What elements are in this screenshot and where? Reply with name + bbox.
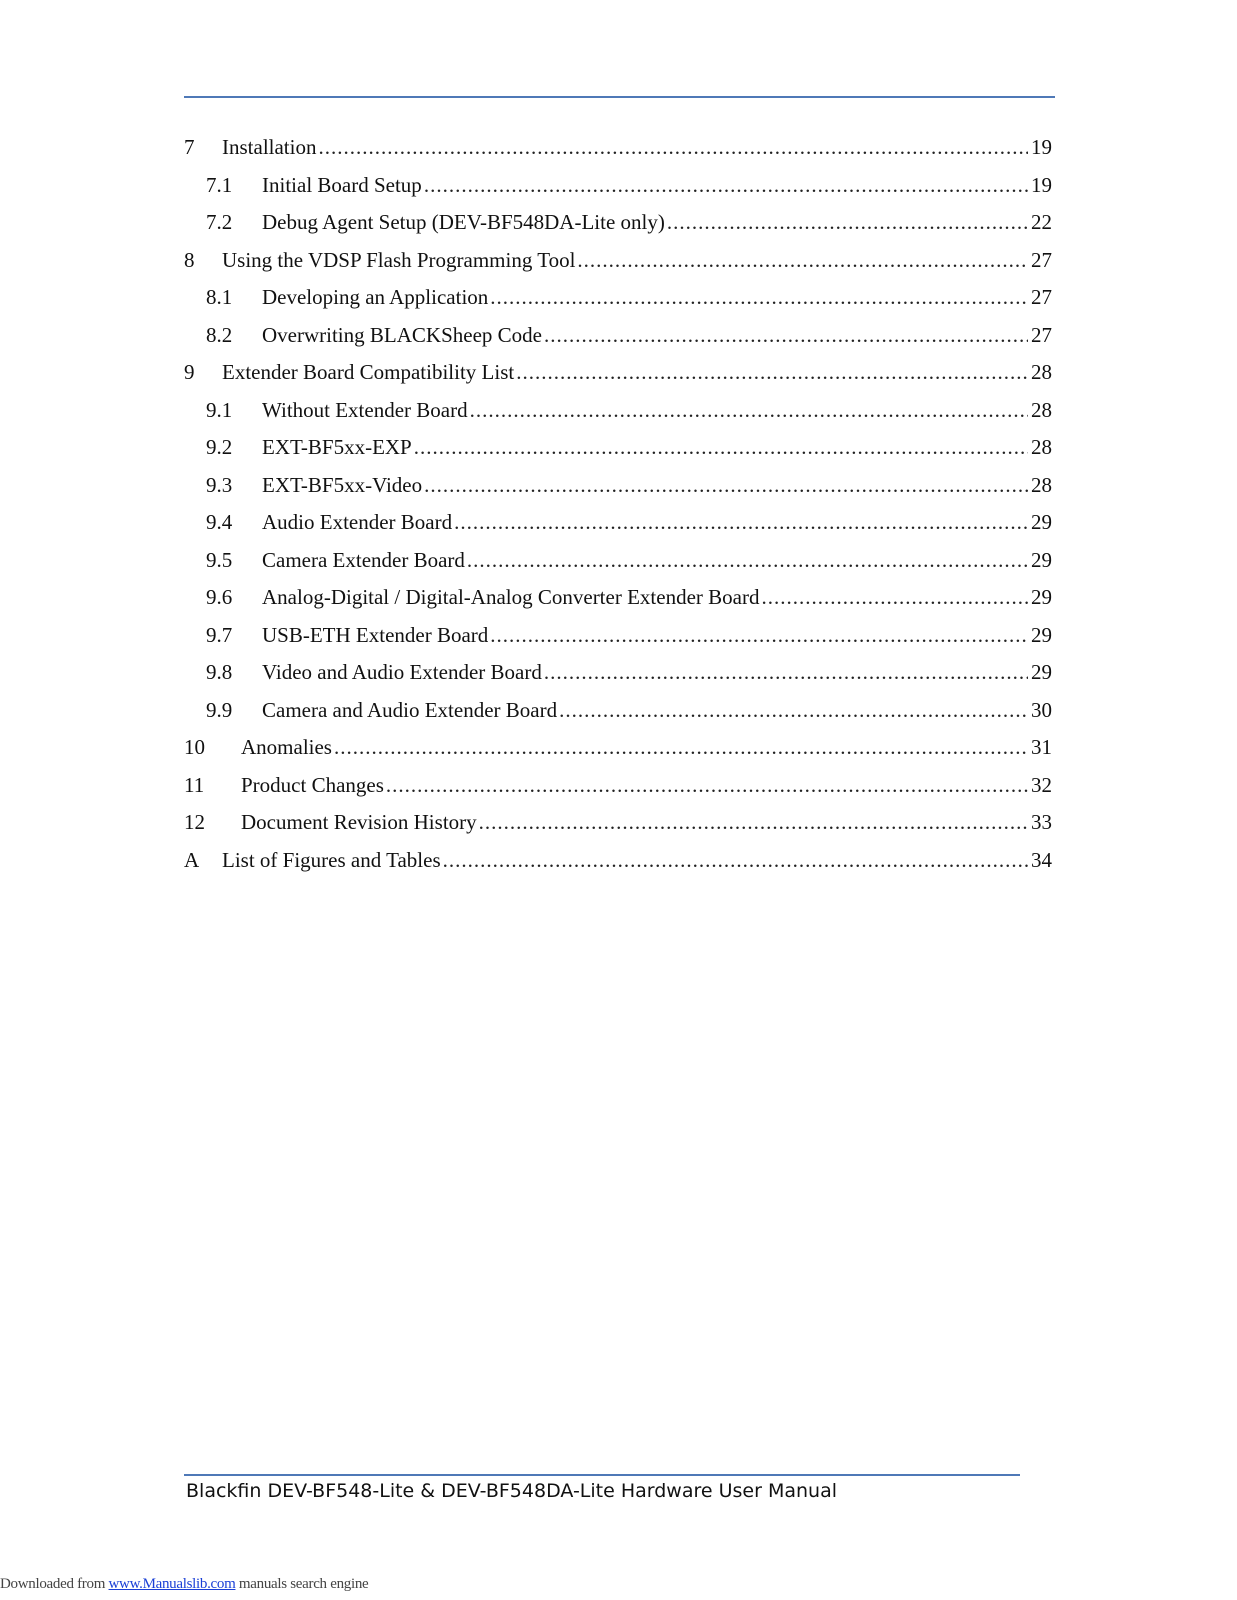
toc-entry-page[interactable]: 19: [1031, 135, 1052, 159]
toc-entry-page[interactable]: 29: [1031, 622, 1052, 647]
toc-entry[interactable]: [184, 467, 1052, 505]
toc-entry-page[interactable]: 28: [1031, 360, 1052, 384]
toc-entry-page[interactable]: 19: [1031, 172, 1052, 197]
toc-entry-title[interactable]: Video and Audio Extender Board: [262, 660, 542, 684]
toc-entry[interactable]: [184, 542, 1052, 580]
toc-dot-leader: [516, 354, 1028, 392]
toc-dot-leader: [761, 579, 1028, 617]
toc-entry[interactable]: [184, 767, 1052, 805]
toc-entry[interactable]: [184, 729, 1052, 767]
toc-entry-title[interactable]: Camera and Audio Extender Board: [262, 697, 558, 722]
toc-entry-number: 9.8: [206, 660, 233, 684]
toc-dot-leader: [467, 542, 1028, 580]
toc-dot-leader: [490, 617, 1028, 655]
toc-entry-title[interactable]: EXT-BF5xx-EXP: [262, 435, 412, 459]
toc-dot-leader: [424, 467, 1028, 505]
toc-dot-leader: [443, 842, 1028, 880]
toc-dot-leader: [454, 504, 1028, 542]
toc-entry-title[interactable]: Using the VDSP Flash Programming Tool: [222, 247, 576, 272]
toc-entry[interactable]: [184, 804, 1052, 842]
toc-entry-number: 7: [184, 135, 195, 159]
footer-document-title: Blackfin DEV-BF548-Lite & DEV-BF548DA-Lite Hardware User Manual: [186, 1480, 838, 1502]
toc-entry-number: 9.1: [206, 397, 233, 422]
toc-entry-number: 12: [184, 810, 205, 834]
toc-entry-number: 9.6: [206, 585, 233, 609]
toc-entry[interactable]: [184, 354, 1052, 392]
download-suffix: manuals search engine: [235, 1576, 369, 1592]
toc-entry-title[interactable]: Product Changes: [241, 772, 384, 797]
toc-entry-title[interactable]: Debug Agent Setup (DEV-BF548DA-Lite only): [262, 210, 665, 234]
toc-dot-leader: [667, 204, 1028, 242]
toc-entry-page[interactable]: 33: [1031, 810, 1052, 834]
download-note: [0, 1576, 368, 1593]
toc-entry[interactable]: [184, 279, 1052, 317]
toc-entry[interactable]: [184, 842, 1052, 880]
toc-entry-page[interactable]: 27: [1031, 285, 1052, 309]
toc-entry-number: 9.4: [206, 510, 233, 534]
toc-entry[interactable]: [184, 617, 1052, 655]
toc-entry-title[interactable]: Extender Board Compatibility List: [222, 360, 515, 384]
toc-entry-number: 9.5: [206, 547, 233, 572]
toc-entry-title[interactable]: Developing an Application: [262, 285, 489, 309]
toc-entry[interactable]: [184, 692, 1052, 730]
toc-entry-number: 8.1: [206, 285, 233, 309]
toc-dot-leader: [414, 429, 1028, 467]
toc-entry-title[interactable]: EXT-BF5xx-Video: [262, 472, 423, 497]
toc-entry-page[interactable]: 27: [1031, 247, 1052, 272]
toc-entry-page[interactable]: 29: [1031, 510, 1052, 534]
manualslib-link[interactable]: www.Manualslib.com: [108, 1576, 236, 1592]
toc-entry[interactable]: [184, 129, 1052, 167]
toc-entry-page[interactable]: 34: [1031, 847, 1052, 872]
toc-entry-title[interactable]: Audio Extender Board: [262, 510, 453, 534]
toc-entry[interactable]: [184, 242, 1052, 280]
toc-entry-title[interactable]: List of Figures and Tables: [222, 847, 441, 872]
toc-entry[interactable]: [184, 654, 1052, 692]
header-rule: [184, 96, 1055, 98]
toc-entry[interactable]: [184, 204, 1052, 242]
toc-entry-page[interactable]: 22: [1031, 210, 1052, 234]
toc-entry-number: A: [184, 847, 200, 872]
toc-entry-page[interactable]: 32: [1031, 772, 1052, 797]
toc-dot-leader: [424, 167, 1028, 205]
toc-entry-number: 8.2: [206, 322, 233, 347]
toc-entry[interactable]: [184, 392, 1052, 430]
toc-entry-title[interactable]: Anomalies: [241, 735, 332, 759]
toc-entry-number: 9.2: [206, 435, 233, 459]
toc-entry-number: 11: [184, 772, 205, 797]
toc-entry-page[interactable]: 27: [1031, 322, 1052, 347]
toc-entry[interactable]: [184, 167, 1052, 205]
toc-entry[interactable]: [184, 579, 1052, 617]
toc-dot-leader: [318, 129, 1028, 167]
toc-entry-title[interactable]: Document Revision History: [241, 810, 477, 834]
toc-entry-page[interactable]: 31: [1031, 735, 1052, 759]
toc-entry-number: 7.1: [206, 172, 233, 197]
download-prefix: Downloaded from: [0, 1576, 109, 1592]
toc-dot-leader: [577, 242, 1028, 280]
toc-dot-leader: [470, 392, 1028, 430]
toc-dot-leader: [334, 729, 1028, 767]
toc-entry-title[interactable]: Installation: [222, 135, 317, 159]
toc-entry-number: 7.2: [206, 210, 233, 234]
toc-entry-page[interactable]: 28: [1031, 397, 1052, 422]
toc-entry-number: 9.7: [206, 622, 233, 647]
toc-entry-number: 8: [184, 247, 195, 272]
toc-entry-page[interactable]: 29: [1031, 660, 1052, 684]
toc-entry-number: 9.9: [206, 697, 233, 722]
toc-entry-page[interactable]: 28: [1031, 472, 1052, 497]
toc-entry-title[interactable]: Initial Board Setup: [262, 172, 422, 197]
toc-entry[interactable]: [184, 429, 1052, 467]
toc-dot-leader: [544, 654, 1028, 692]
toc-entry[interactable]: [184, 504, 1052, 542]
toc-entry-title[interactable]: Camera Extender Board: [262, 547, 465, 572]
toc-entry-title[interactable]: USB-ETH Extender Board: [262, 622, 489, 647]
toc-dot-leader: [386, 767, 1028, 805]
toc-entry-page[interactable]: 29: [1031, 585, 1052, 609]
toc-entry-page[interactable]: 29: [1031, 547, 1052, 572]
toc-entry[interactable]: [184, 317, 1052, 355]
toc-entry-number: 9.3: [206, 472, 233, 497]
toc-entry-number: 9: [184, 360, 195, 384]
toc-dot-leader: [490, 279, 1028, 317]
toc-dot-leader: [544, 317, 1028, 355]
toc-entry-number: 10: [184, 735, 205, 759]
toc-entry-page[interactable]: 30: [1031, 697, 1052, 722]
toc-entry-title[interactable]: Analog-Digital / Digital-Analog Converter Extender Board: [262, 585, 760, 609]
toc-entry-title[interactable]: Without Extender Board: [262, 397, 468, 422]
toc-entry-page[interactable]: 28: [1031, 435, 1052, 459]
footer-rule: [184, 1474, 1020, 1476]
toc-dot-leader: [559, 692, 1028, 730]
toc-entry-title[interactable]: Overwriting BLACKSheep Code: [262, 322, 542, 347]
toc-dot-leader: [479, 804, 1028, 842]
table-of-contents: [184, 129, 1052, 879]
